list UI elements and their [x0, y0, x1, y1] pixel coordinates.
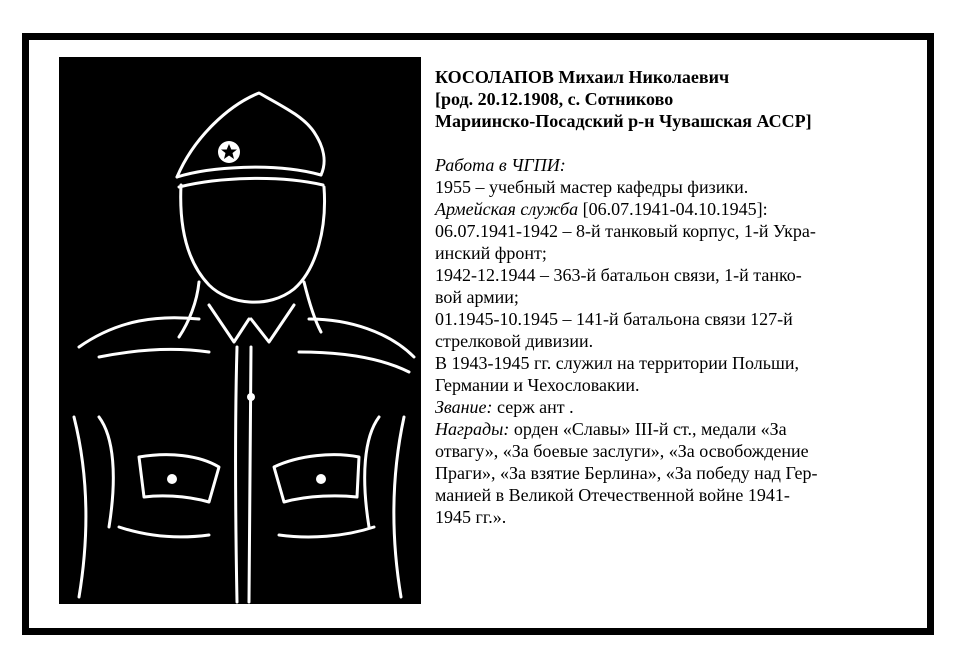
- army-entry: инский фронт;: [435, 243, 547, 263]
- work-label: Работа в ЧГПИ:: [435, 155, 566, 175]
- army-entry: В 1943-1945 гг. служил на территории Польши,: [435, 353, 799, 373]
- biography-header: [435, 66, 905, 132]
- biography-text: [435, 66, 905, 528]
- army-entry: вой армии;: [435, 287, 519, 307]
- army-entry: 06.07.1941-1942 – 8-й танковый корпус, 1-й Укра-: [435, 221, 816, 241]
- awards-label: Награды:: [435, 419, 510, 439]
- army-entry: стрелковой дивизии.: [435, 331, 594, 351]
- awards-entry: Праги», «За взятие Берлина», «За победу над Гер-: [435, 463, 818, 483]
- army-entry: Германии и Чехословакии.: [435, 375, 640, 395]
- rank-value: серж ант .: [492, 397, 574, 417]
- work-entry: 1955 – учебный мастер кафедры физики.: [435, 177, 749, 197]
- army-entry: 1942-12.1944 – 363-й батальон связи, 1-й танко-: [435, 265, 802, 285]
- biography-body: [435, 154, 905, 528]
- army-entry: 01.1945-10.1945 – 141-й батальона связи 127-й: [435, 309, 793, 329]
- birth-place: Мариинско-Посадский р-н Чувашская АССР]: [435, 111, 812, 131]
- person-name: КОСОЛАПОВ Михаил Николаевич: [435, 67, 730, 87]
- awards-entry: манией в Великой Отечественной войне 1941-: [435, 485, 790, 505]
- rank-label: Звание:: [435, 397, 493, 417]
- awards-entry: 1945 гг.».: [435, 507, 507, 527]
- birth-info: [род. 20.12.1908, с. Сотниково: [435, 89, 674, 109]
- soldier-silhouette-graphic: [59, 57, 421, 604]
- army-dates: [06.07.1941-04.10.1945]:: [578, 199, 768, 219]
- awards-entry: отвагу», «За боевые заслуги», «За освобождение: [435, 441, 809, 461]
- soldier-silhouette-portrait: [59, 57, 421, 604]
- army-label: Армейская служба: [435, 199, 579, 219]
- awards-entry: орден «Славы» III-й ст., медали «За: [509, 419, 787, 439]
